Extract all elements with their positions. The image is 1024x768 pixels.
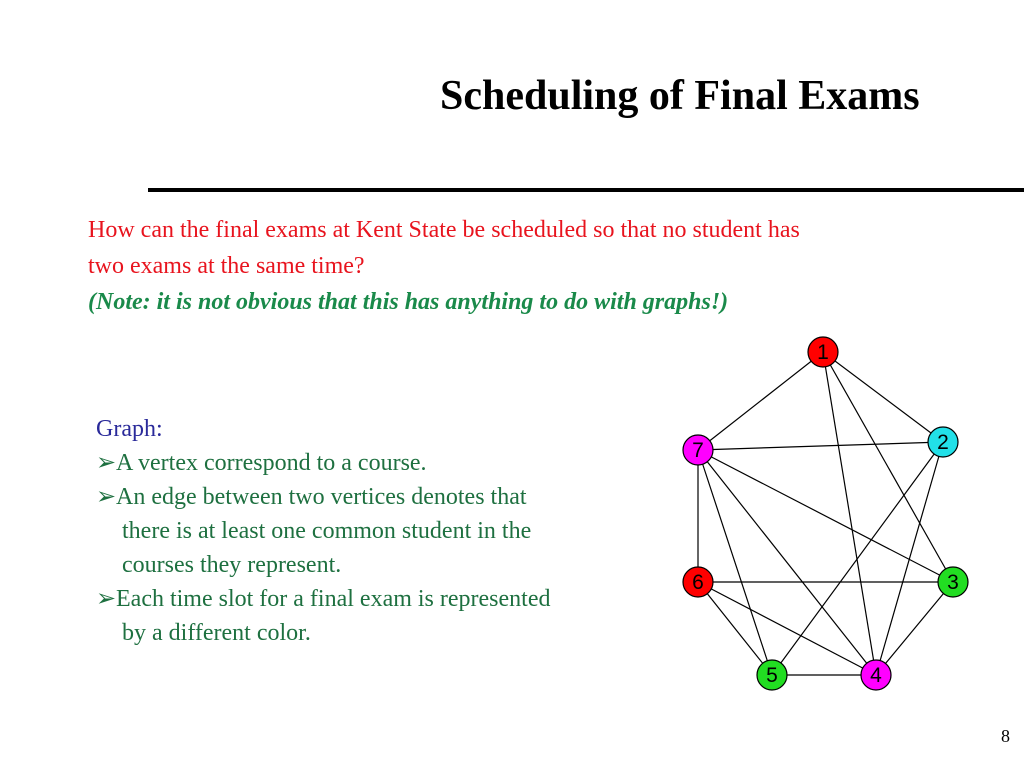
bullet-text-1: A vertex correspond to a course. — [116, 450, 427, 476]
graph-edge-2-7 — [698, 442, 943, 450]
title-divider — [148, 188, 1024, 192]
graph-note: (Note: it is not obvious that this has anything to do with graphs!) — [88, 289, 729, 315]
graph-vertices — [683, 337, 968, 690]
page-number: 8 — [1001, 726, 1010, 746]
bullet-text-2c: courses they represent. — [122, 552, 342, 578]
graph-edge-5-6 — [698, 582, 772, 675]
vertex-label: 3 — [947, 571, 959, 594]
arrow-bullet-icon: ➢ — [96, 450, 117, 476]
graph-vertex-2 — [928, 427, 958, 457]
vertex-label: 4 — [870, 664, 882, 687]
graph-edge-1-3 — [823, 352, 953, 582]
arrow-bullet-icon: ➢ — [96, 484, 117, 510]
graph-edge-2-5 — [772, 442, 943, 675]
graph-vertex-7 — [683, 435, 713, 465]
graph-edge-5-7 — [698, 450, 772, 675]
vertex-label: 1 — [817, 341, 829, 364]
graph-edges — [698, 352, 953, 675]
graph-vertex-4 — [861, 660, 891, 690]
question-line-1: How can the final exams at Kent State be scheduled so that no student has — [88, 217, 800, 243]
graph-heading: Graph: — [96, 416, 163, 442]
graph-definition — [96, 412, 656, 650]
vertex-label: 5 — [766, 664, 778, 687]
bullet-text-2b: there is at least one common student in the — [122, 518, 532, 544]
arrow-bullet-icon: ➢ — [96, 586, 117, 612]
slide-title: Scheduling of Final Exams — [440, 73, 920, 119]
bullet-text-3a: Each time slot for a final exam is represented — [116, 586, 551, 612]
graph-edge-1-2 — [823, 352, 943, 442]
graph-edge-3-4 — [876, 582, 953, 675]
graph-vertex-6 — [683, 567, 713, 597]
question-block — [88, 212, 968, 320]
graph-edge-6-4 — [698, 582, 876, 675]
graph-edge-3-7 — [698, 450, 953, 582]
bullet-item-1 — [96, 446, 656, 480]
vertex-label: 7 — [692, 439, 704, 462]
graph-edge-1-7 — [698, 352, 823, 450]
vertex-label: 2 — [937, 431, 949, 454]
graph-vertex-1 — [808, 337, 838, 367]
conflict-graph — [660, 330, 980, 700]
bullet-text-2a: An edge between two vertices denotes that — [116, 484, 527, 510]
bullet-item-2 — [96, 480, 656, 514]
graph-edge-1-4 — [823, 352, 876, 675]
vertex-label: 6 — [692, 571, 704, 594]
graph-vertex-5 — [757, 660, 787, 690]
graph-vertex-3 — [938, 567, 968, 597]
bullet-item-3 — [96, 582, 656, 616]
graph-edge-2-4 — [876, 442, 943, 675]
bullet-text-3b: by a different color. — [122, 620, 311, 646]
question-line-2: two exams at the same time? — [88, 253, 365, 279]
graph-edge-4-7 — [698, 450, 876, 675]
